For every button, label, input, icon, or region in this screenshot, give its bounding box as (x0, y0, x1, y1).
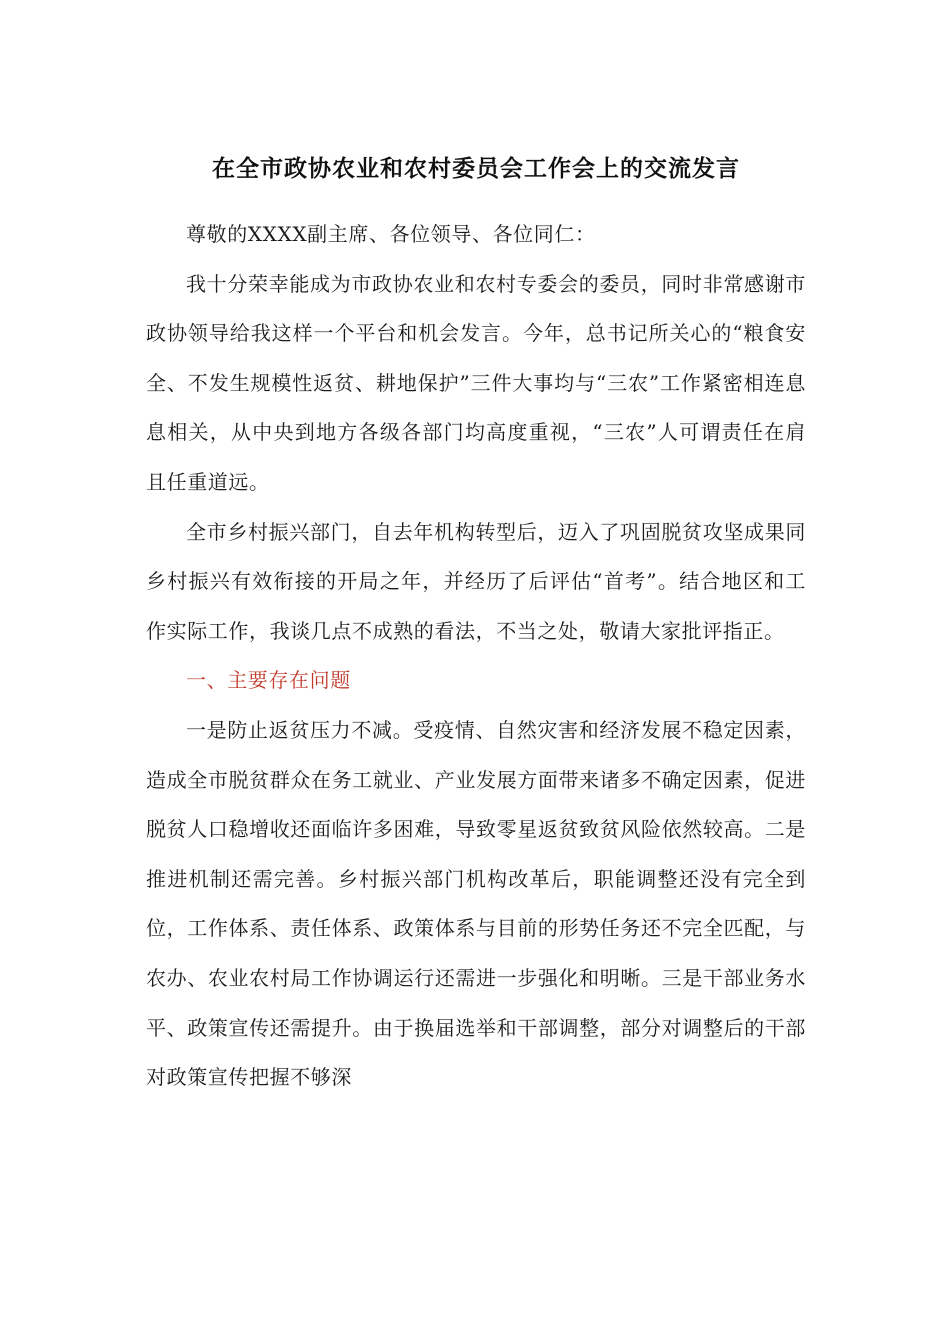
section-body: 一是防止返贫压力不减。受疫情、自然灾害和经济发展不稳定因素，造成全市脱贫群众在务工就业、产业发展方面带来诸多不确定因素，促进脱贫人口稳增收还面临许多困难，导致零星返贫致贫风险依然较高。二是推进机制还需完善。乡村振兴部门机构改革后，职能调整还没有完全到位，工作体系、责任体系、政策体系与目前的形势任务还不完全匹配，与农办、农业农村局工作协调运行还需进一步强化和明晰。三是干部业务水平、政策宣传还需提升。由于换届选举和干部调整，部分对调整后的干部对政策宣传把握不够深 (146, 717, 806, 1090)
paragraph-intro: 我十分荣幸能成为市政协农业和农村专委会的委员，同时非常感谢市政协领导给我这样一个平台和机会发言。今年，总书记所关心的“粮食安全、不发生规模性返贫、耕地保护”三件大事均与“三农”工作紧密相连息息相关，从中央到地方各级各部门均高度重视，“三农”人可谓责任在肩且任重道远。 (146, 271, 806, 494)
document-title: 在全市政协农业和农村委员会工作会上的交流发言 (212, 156, 740, 182)
section-heading: 一、主要存在问题 (186, 668, 351, 693)
salutation: 尊敬的XXXX副主席、各位领导、各位同仁： (186, 222, 596, 246)
paragraph-context: 全市乡村振兴部门，自去年机构转型后，迈入了巩固脱贫攻坚成果同乡村振兴有效衔接的开局之年，并经历了后评估“首考”。结合地区和工作实际工作，我谈几点不成熟的看法，不当之处，敬请大家批评指正。 (146, 519, 806, 643)
document-body (146, 146, 806, 1103)
